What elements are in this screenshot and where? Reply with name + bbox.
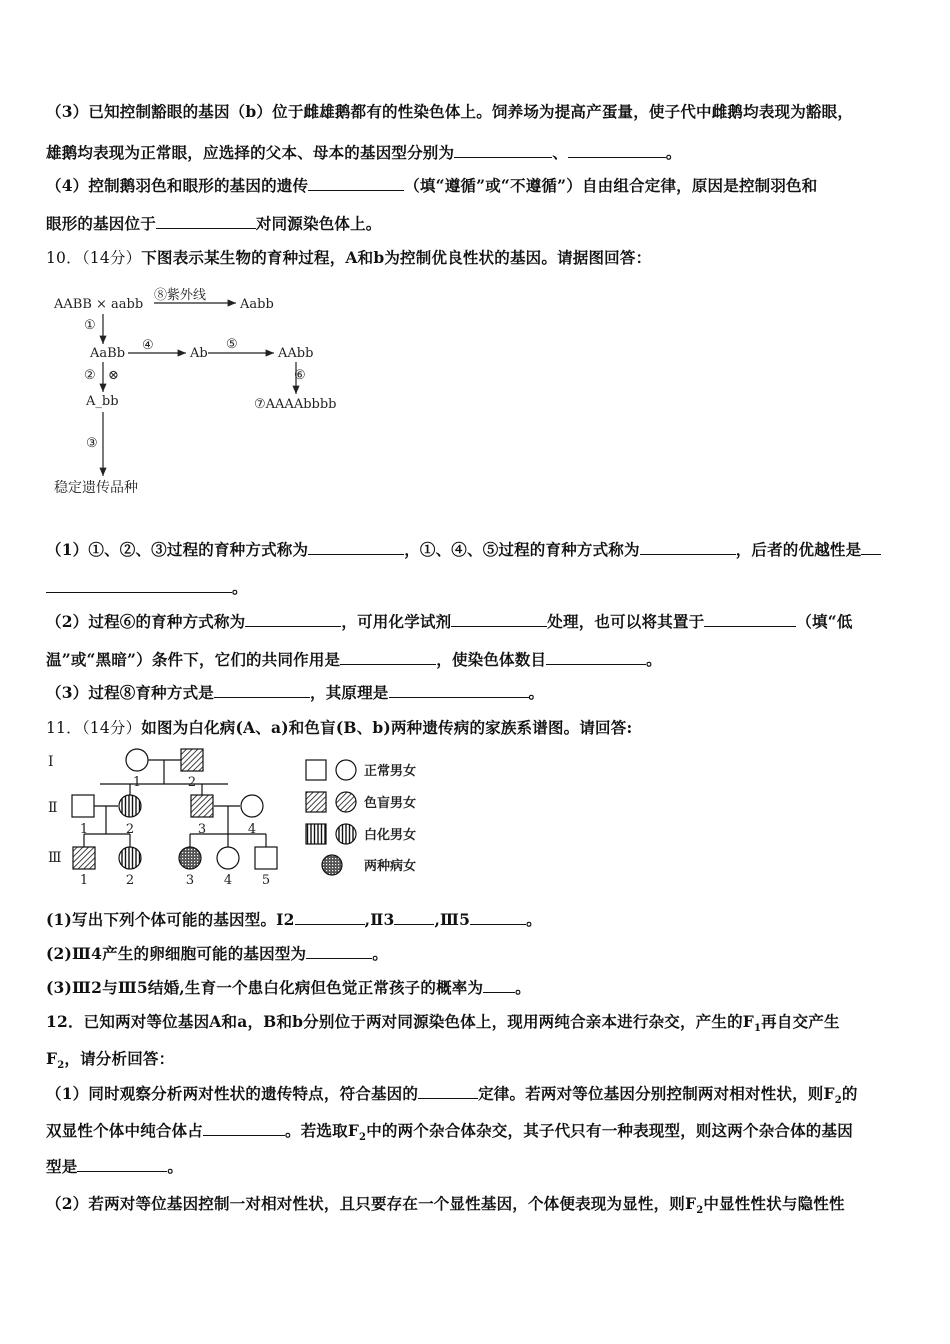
answer-blank[interactable] — [470, 910, 526, 925]
answer-blank[interactable] — [389, 683, 529, 698]
legend-colorblind-female-icon — [336, 792, 356, 812]
q9-part4-line1: （4）控制鹅羽色和眼形的基因的遗传 （填“遵循”或“不遵循”）自由组合定律，原因是控制羽色和 — [46, 176, 818, 195]
q11-part3: (3)Ⅲ2与Ⅲ5结婚,生育一个患白化病但色觉正常孩子的概率为 。 — [46, 978, 531, 997]
q11-part2: (2)Ⅲ4产生的卵细胞可能的基因型为 。 — [46, 944, 388, 963]
pedigree-I2-colorblind-male — [181, 749, 203, 771]
q9-part3-line1: （3）已知控制豁眼的基因（b）位于雌雄鹅都有的性染色体上。饲养场为提高产蛋量，使子代中雌鹅均表现为豁眼， — [46, 102, 854, 121]
number-II2: 2 — [125, 822, 135, 837]
legend-colorblind-male-icon — [306, 792, 326, 812]
pedigree-II3-colorblind-male — [191, 795, 213, 817]
selfing-symbol: ⊗ — [108, 368, 119, 383]
number-II1: 1 — [79, 822, 89, 837]
number-III5: 5 — [261, 873, 271, 888]
mutant-label: Aabb — [240, 297, 274, 312]
answer-blank[interactable] — [203, 1121, 285, 1136]
answer-blank[interactable] — [568, 143, 666, 158]
q10-part1-line2: 。 — [46, 576, 248, 598]
number-III3: 3 — [185, 873, 195, 888]
legend-normal-female-icon — [336, 760, 356, 780]
generation-2-label: Ⅱ — [48, 800, 58, 816]
q10-part3: （3）过程⑧育种方式是 ，其原理是 。 — [46, 683, 545, 702]
q9-part4-line2: 眼形的基因位于 对同源染色体上。 — [46, 214, 382, 233]
generation-3-label: Ⅲ — [48, 850, 62, 866]
step5-label: ⑤ — [226, 337, 238, 352]
pedigree-II1-normal-male — [72, 795, 94, 817]
answer-blank[interactable] — [483, 978, 515, 993]
answer-blank[interactable] — [861, 540, 881, 555]
q12-part1-line1: （1）同时观察分析两对性状的遗传特点，符合基因的 定律。若两对等位基因分别控制两对相对性状，则$F_2$的 — [46, 1084, 858, 1107]
q12-part1-line2: 双显性个体中纯合体占 。若选取$F_2$中的两个杂合体杂交，其子代只有一种表现型，则这两个杂合体的基因 — [46, 1121, 853, 1144]
f2-label: A_bb — [86, 394, 119, 409]
breeding-diagram — [50, 282, 350, 504]
q11-stem: 11．（14分）如图为白化病(A、a)和色盲(B、b)两种遗传病的家族系谱图。请回答: — [46, 718, 633, 737]
generation-1-label: Ⅰ — [48, 754, 54, 770]
pedigree-chart — [44, 744, 444, 892]
number-III4: 4 — [223, 873, 233, 888]
number-III1: 1 — [79, 873, 89, 888]
answer-blank[interactable] — [340, 650, 436, 665]
pedigree-III1-colorblind-male — [73, 847, 95, 869]
answer-blank[interactable] — [704, 612, 796, 627]
f1-label: AaBb — [90, 346, 126, 361]
q12-part2-line1: （2）若两对等位基因控制一对相对性状，且只要存在一个显性基因，个体便表现为显性，则$F_2$中显性性状与隐性性 — [46, 1194, 845, 1217]
step4-label: ④ — [142, 338, 154, 353]
number-I2: 2 — [187, 775, 197, 790]
step6-label: ⑥ — [294, 368, 306, 383]
legend-albino-female-icon — [336, 824, 356, 844]
number-III2: 2 — [125, 873, 135, 888]
legend-both-diseases-female-icon — [322, 855, 342, 875]
answer-blank[interactable] — [308, 540, 404, 555]
q11-part1: (1)写出下列个体可能的基因型。Ⅰ2 ,Ⅱ3 ,Ⅲ5 。 — [46, 910, 542, 929]
q12-part1-line3: 型是 。 — [46, 1157, 184, 1176]
answer-blank[interactable] — [295, 910, 365, 925]
step1-label: ① — [84, 318, 96, 333]
pedigree-III4-normal-female — [217, 847, 239, 869]
number-I1: 1 — [132, 775, 142, 790]
q10-part1-line1: （1）①、②、③过程的育种方式称为 ，①、④、⑤过程的育种方式称为 ，后者的优越性是 — [46, 538, 881, 560]
legend-albino-label: 白化男女 — [364, 828, 417, 843]
legend-both-label: 两种病女 — [364, 859, 417, 874]
answer-blank[interactable] — [451, 612, 547, 627]
parents-label: AABB × aabb — [54, 297, 144, 312]
pedigree-II4-normal-female — [241, 795, 263, 817]
legend-colorblind-label: 色盲男女 — [364, 796, 417, 811]
answer-blank[interactable] — [156, 214, 256, 229]
result-label: 稳定遗传品种 — [54, 480, 138, 496]
pedigree-III5-normal-male — [255, 847, 277, 869]
q9-part3-line2: 雄鹅均表现为正常眼，应选择的父本、母本的基因型分别为 、 。 — [46, 143, 682, 162]
legend-albino-male-icon — [306, 824, 326, 844]
haploid-label: Ab — [190, 346, 208, 361]
step3-label: ③ — [86, 436, 98, 451]
answer-blank[interactable] — [308, 176, 404, 191]
q10-stem: 10．（14分）下图表示某生物的育种过程，A和b为控制优良性状的基因。请据图回答： — [46, 248, 652, 267]
answer-blank[interactable] — [77, 1157, 167, 1172]
answer-blank[interactable] — [245, 612, 341, 627]
pedigree-III3-both-diseases-female — [179, 847, 201, 869]
answer-blank[interactable] — [454, 143, 552, 158]
uv-label: ⑧紫外线 — [154, 288, 207, 303]
q12-stem-line2: $F_2$，请分析回答： — [46, 1049, 175, 1072]
q10-part2-line2: 温”或“黑暗”）条件下，它们的共同作用是 ，使染色体数目 。 — [46, 650, 662, 669]
doubled-label: AAbb — [278, 346, 314, 361]
answer-blank[interactable] — [306, 944, 372, 959]
answer-blank[interactable] — [214, 683, 310, 698]
q10-part2-line1: （2）过程⑥的育种方式称为 ，可用化学试剂 处理，也可以将其置于 （填“低 — [46, 612, 853, 631]
answer-blank[interactable] — [46, 578, 232, 593]
legend-normal-male-icon — [306, 760, 326, 780]
q12-stem-line1: 12．已知两对等位基因A和a，B和b分别位于两对同源染色体上，现用两纯合亲本进行杂交，产生的$F_1$再自交产生 — [46, 1012, 840, 1035]
answer-blank[interactable] — [640, 540, 736, 555]
answer-blank[interactable] — [546, 650, 646, 665]
answer-blank[interactable] — [418, 1084, 478, 1099]
tetraploid-label: ⑦AAAAbbbb — [254, 397, 337, 412]
pedigree-I1-normal-female — [126, 749, 148, 771]
pedigree-III2-albino-female — [119, 847, 141, 869]
step2-label: ② — [84, 368, 96, 383]
answer-blank[interactable] — [394, 910, 434, 925]
legend-normal-label: 正常男女 — [364, 764, 417, 779]
number-II4: 4 — [247, 822, 257, 837]
pedigree-II2-albino-female — [119, 795, 141, 817]
number-II3: 3 — [197, 822, 207, 837]
